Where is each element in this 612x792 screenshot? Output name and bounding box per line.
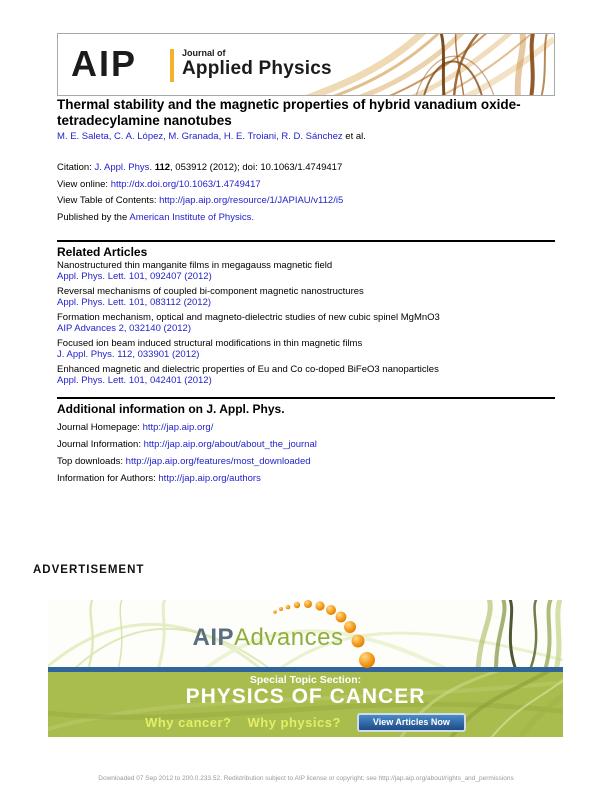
ad-banner[interactable] bbox=[48, 600, 563, 737]
info-for-authors-link[interactable]: http://jap.aip.org/authors bbox=[158, 473, 261, 484]
article-title: Thermal stability and the magnetic properties of hybrid vanadium oxide-tetradecylamine nanotubes bbox=[57, 97, 521, 128]
top-downloads-label: Top downloads: bbox=[57, 456, 126, 467]
download-notice: Downloaded 07 Sep 2012 to 200.0.233.52. Redistribution subject to AIP license or copyright; see http://jap.aip.org/about/rights_and_permissions bbox=[98, 775, 514, 782]
author-links[interactable]: M. E. Saleta, C. A. López, M. Granada, H. E. Troiani, R. D. Sánchez bbox=[57, 131, 343, 142]
published-line bbox=[57, 210, 343, 227]
masthead-fiber-artwork-icon bbox=[296, 34, 554, 95]
journal-information-label: Journal Information: bbox=[57, 439, 144, 450]
related-article-title: Focused ion beam induced structural modifications in thin magnetic films bbox=[57, 338, 363, 349]
toc-label: View Table of Contents: bbox=[57, 195, 160, 206]
ad-bottom-row bbox=[48, 713, 563, 732]
top-downloads-link[interactable]: http://jap.aip.org/features/most_downloaded bbox=[125, 456, 311, 467]
advertisement-label: ADVERTISEMENT bbox=[33, 564, 145, 576]
related-article bbox=[57, 339, 561, 360]
journal-homepage-label: Journal Homepage: bbox=[57, 422, 143, 433]
ad-banner-top bbox=[48, 600, 563, 667]
ad-banner-green-section bbox=[48, 672, 563, 737]
aip-advances-logo-advances: Advances bbox=[234, 624, 344, 651]
related-article bbox=[57, 261, 561, 282]
top-downloads-line bbox=[57, 453, 317, 470]
aip-advances-logo bbox=[48, 624, 488, 652]
related-articles-heading: Related Articles bbox=[57, 245, 148, 259]
journal-information-line bbox=[57, 436, 317, 453]
related-article-ref-link[interactable]: J. Appl. Phys. 112, 033901 (2012) bbox=[57, 348, 200, 360]
ad-tagline-why-cancer: Why cancer? bbox=[145, 715, 232, 730]
related-article-title: Reversal mechanisms of coupled bi-component magnetic nanostructures bbox=[57, 286, 364, 297]
citation-line bbox=[57, 160, 343, 177]
journal-homepage-link[interactable]: http://jap.aip.org/ bbox=[142, 422, 214, 433]
citation-block bbox=[57, 160, 343, 226]
journal-name: Applied Physics bbox=[182, 58, 332, 79]
related-article-ref-link[interactable]: AIP Advances 2, 032140 (2012) bbox=[57, 322, 191, 334]
journal-masthead bbox=[57, 33, 555, 96]
published-label: Published by the bbox=[57, 211, 130, 223]
related-article-ref-link[interactable]: Appl. Phys. Lett. 101, 092407 (2012) bbox=[57, 270, 212, 282]
authors-et-al: et al. bbox=[342, 131, 366, 142]
related-section-rule bbox=[57, 240, 555, 242]
ad-tagline-why-physics: Why physics? bbox=[247, 715, 341, 730]
aip-logo-divider bbox=[170, 49, 174, 82]
related-article-title: Enhanced magnetic and dielectric properties of Eu and Co co-doped BiFeO3 nanoparticles bbox=[57, 364, 439, 375]
related-articles-list bbox=[57, 261, 561, 391]
info-for-authors-label: Information for Authors: bbox=[57, 473, 159, 484]
view-online-line bbox=[57, 177, 343, 194]
view-articles-button[interactable]: View Articles Now bbox=[357, 713, 466, 732]
additional-section-rule bbox=[57, 397, 555, 399]
related-article-title: Nanostructured thin manganite films in megagauss magnetic field bbox=[57, 260, 333, 271]
citation-label: Citation: bbox=[57, 162, 95, 173]
citation-journal-link[interactable]: J. Appl. Phys. bbox=[94, 162, 155, 173]
ad-headline: PHYSICS OF CANCER bbox=[185, 685, 426, 708]
view-online-label: View online: bbox=[57, 178, 111, 190]
view-online-link[interactable]: http://dx.doi.org/10.1063/1.4749417 bbox=[110, 178, 261, 190]
citation-rest: , 053912 (2012); doi: 10.1063/1.4749417 bbox=[170, 162, 343, 173]
related-article bbox=[57, 313, 561, 334]
additional-links-list bbox=[57, 419, 317, 487]
aip-advances-logo-aip: AIP bbox=[192, 624, 235, 651]
related-article bbox=[57, 287, 561, 308]
publisher-link[interactable]: American Institute of Physics. bbox=[129, 211, 254, 223]
toc-line bbox=[57, 193, 343, 210]
citation-volume: 112 bbox=[154, 162, 171, 173]
additional-info-heading: Additional information on J. Appl. Phys. bbox=[57, 402, 285, 416]
info-for-authors-line bbox=[57, 470, 317, 487]
journal-tagline: Journal of bbox=[182, 48, 226, 58]
toc-link[interactable]: http://jap.aip.org/resource/1/JAPIAU/v112/i5 bbox=[159, 195, 344, 206]
journal-information-link[interactable]: http://jap.aip.org/about/about_the_journal bbox=[143, 439, 317, 450]
journal-homepage-line bbox=[57, 419, 317, 436]
related-article-ref-link[interactable]: Appl. Phys. Lett. 101, 083112 (2012) bbox=[57, 296, 212, 308]
ad-special-topic-text: Special Topic Section: bbox=[249, 674, 362, 686]
author-list bbox=[57, 131, 366, 142]
related-article-title: Formation mechanism, optical and magneto-dielectric studies of new cubic spinel MgMnO3 bbox=[57, 312, 440, 323]
aip-logo: AIP bbox=[71, 43, 138, 84]
related-article-ref-link[interactable]: Appl. Phys. Lett. 101, 042401 (2012) bbox=[57, 374, 212, 386]
related-article bbox=[57, 365, 561, 386]
